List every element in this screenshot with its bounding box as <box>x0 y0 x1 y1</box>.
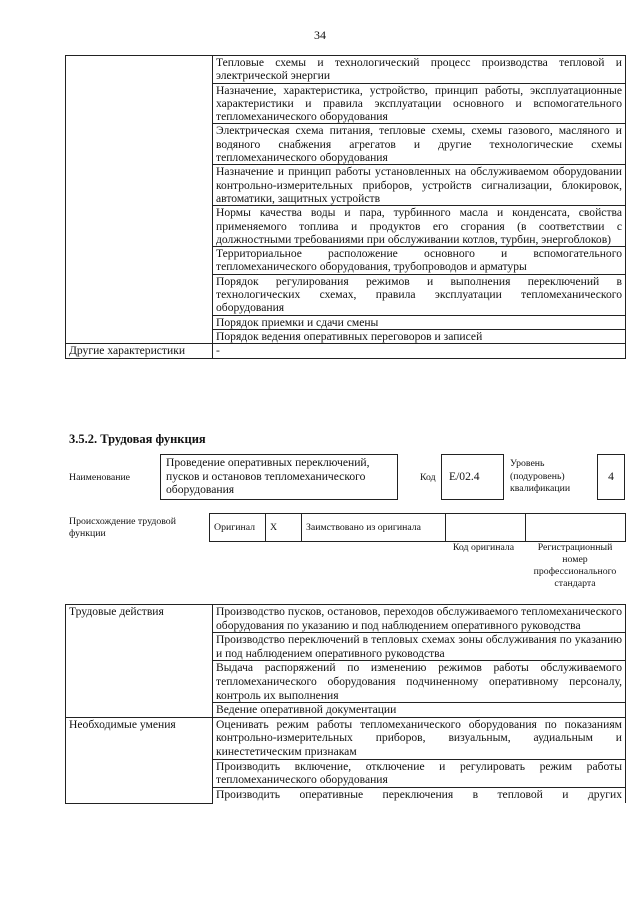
knowledge-item: Назначение, характеристика, устройство, принцип работы, эксплуатационные характеристики и правила эксплуатации основного и вспомогательного тепломеханического оборудования <box>213 83 626 124</box>
action-item: Производство переключений в тепловых схемах зоны обслуживания по указанию и под наблюдением оперативного руководства <box>213 633 626 661</box>
actions-label: Трудовые действия <box>66 605 213 718</box>
code-original-caption: Код оригинала <box>452 542 515 553</box>
action-item: Ведение оперативной документации <box>213 703 626 718</box>
reg-number-cell <box>526 514 626 542</box>
reg-number-caption: Регистрационный номер профессионального стандарта <box>533 542 617 589</box>
table-row <box>66 344 626 358</box>
skill-item: Производить оперативные переключения в тепловой и других <box>213 787 626 803</box>
origin-label: Происхождение трудовой функции <box>69 516 176 539</box>
table-row <box>66 717 626 759</box>
knowledge-item: Порядок ведения оперативных переговоров и записей <box>213 329 626 343</box>
table-row <box>210 514 626 542</box>
knowledge-table <box>65 55 626 359</box>
skill-item: Производить включение, отключение и регулировать режим работы тепломеханического оборудования <box>213 759 626 787</box>
function-details-table <box>65 604 626 804</box>
action-item: Производство пусков, остановов, переходов обслуживаемого тепломеханического оборудования по указанию и под наблюдением оперативного руководства <box>213 605 626 633</box>
level-label: Уровень (подуровень) квалификации <box>510 458 571 494</box>
table-row <box>66 56 626 84</box>
qualification-level-box: 4 <box>597 454 625 500</box>
knowledge-item: Порядок приемки и сдачи смены <box>213 315 626 329</box>
skills-label: Необходимые умения <box>66 717 213 803</box>
origin-original-cell: Оригинал <box>210 514 266 542</box>
name-label: Наименование <box>69 472 131 483</box>
section-heading: 3.5.2. Трудовая функция <box>69 432 206 446</box>
knowledge-item: Порядок регулирования режимов и выполнения переключений в технологических схемах, правила эксплуатации тепломеханического оборудования <box>213 274 626 315</box>
knowledge-label-cell <box>66 56 213 344</box>
other-characteristics-value: - <box>213 344 626 358</box>
table-row <box>66 605 626 633</box>
function-name-box: Проведение оперативных переключений, пусков и остановов тепломеханического оборудования <box>160 454 398 500</box>
knowledge-item: Территориальное расположение основного и вспомогательного тепломеханического оборудования, трубопроводов и арматуры <box>213 247 626 275</box>
function-code-box: E/02.4 <box>441 454 504 500</box>
knowledge-item: Нормы качества воды и пара, турбинного масла и конденсата, свойства применяемого топлива и продуктов его сгорания (в соответствии с должностными требованиями при обслуживании котлов, турбин, энергоблоков) <box>213 206 626 247</box>
other-characteristics-label: Другие характеристики <box>66 344 213 358</box>
page-number: 34 <box>314 28 326 42</box>
skill-item: Оценивать режим работы тепломеханического оборудования по показаниям контрольно-измерительных приборов, визуальным, аудиальным и кинестетическим признакам <box>213 717 626 759</box>
action-item: Выдача распоряжений по изменению режимов работы обслуживаемого тепломеханического оборудования подчиненному оперативному персоналу, контроль их выполнения <box>213 661 626 703</box>
knowledge-item: Назначение и принцип работы установленных на обслуживаемом оборудовании контрольно-измерительных приборов, устройств сигнализации, блокировок, автоматики, защитных устройств <box>213 165 626 206</box>
origin-mark-cell: X <box>266 514 302 542</box>
origin-borrowed-cell: Заимствовано из оригинала <box>302 514 446 542</box>
knowledge-item: Электрическая схема питания, тепловые схемы, схемы газового, масляного и водяного снабжения агрегатов и другие технологические схемы тепломеханического оборудования <box>213 124 626 165</box>
original-code-cell <box>446 514 526 542</box>
code-label: Код <box>420 472 436 483</box>
knowledge-item: Тепловые схемы и технологический процесс производства тепловой и электрической энергии <box>213 56 626 84</box>
origin-table <box>209 513 626 542</box>
